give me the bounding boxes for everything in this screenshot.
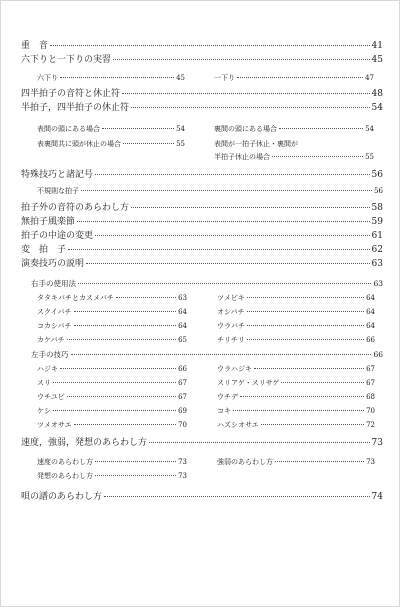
toc-entry-label: コカシバチ xyxy=(37,322,72,330)
dot-leader xyxy=(74,325,177,326)
toc-subentry xyxy=(37,405,187,417)
toc-entry-label: 無拍子風楽節 xyxy=(21,217,76,227)
toc-entry xyxy=(21,216,383,228)
dot-leader xyxy=(102,128,174,129)
toc-entry-label: チリチリ xyxy=(217,336,245,344)
toc-subentry xyxy=(37,72,185,84)
toc-subentry xyxy=(37,470,187,482)
toc-page-number: 55 xyxy=(365,153,374,161)
dot-leader xyxy=(122,93,370,94)
toc-entry-label: 速度，強弱，発想のあらわし方 xyxy=(21,438,148,448)
toc-entry-label: 半拍子，四半拍子の休止符 xyxy=(21,103,130,113)
toc-entry xyxy=(21,88,383,100)
toc-entry-label: ウラバチ xyxy=(217,322,245,330)
toc-entry xyxy=(21,437,383,449)
toc-entry-label: ハジキ xyxy=(37,365,58,373)
toc-page-number: 70 xyxy=(366,407,375,415)
toc-subentry xyxy=(37,377,187,389)
toc-subentry xyxy=(37,334,187,346)
toc-page-number: 65 xyxy=(178,336,187,344)
toc-subentry xyxy=(37,123,185,135)
dot-leader xyxy=(237,77,363,78)
toc-entry-label: ケシ xyxy=(37,407,51,415)
toc-page-number: 70 xyxy=(178,421,187,429)
toc-page-number: 72 xyxy=(366,421,375,429)
dot-leader xyxy=(74,311,177,312)
toc-subheading xyxy=(31,278,383,290)
toc-subentry xyxy=(37,185,383,197)
toc-entry-label: 一下り xyxy=(214,74,235,82)
dot-leader xyxy=(95,235,370,236)
toc-page-number: 64 xyxy=(178,308,187,316)
toc-subentry xyxy=(214,151,374,163)
toc-subentry xyxy=(37,391,187,403)
toc-subentry xyxy=(214,123,374,135)
dot-leader xyxy=(71,354,372,355)
toc-entry-label: ハズシオサエ xyxy=(217,421,259,429)
toc-page-number: 73 xyxy=(371,438,383,448)
toc-page-number: 64 xyxy=(366,294,375,302)
dot-leader xyxy=(50,45,370,46)
dot-leader xyxy=(68,249,370,250)
toc-entry-label: 右手の使用法 xyxy=(31,279,76,288)
dot-leader xyxy=(233,410,364,411)
toc-entry xyxy=(21,102,383,114)
dot-leader xyxy=(81,190,372,191)
toc-entry-label: 表間の頭にある場合 xyxy=(37,125,100,133)
toc-entry xyxy=(21,258,383,270)
toc-page-number: 68 xyxy=(366,393,375,401)
toc-page-number: 56 xyxy=(371,170,383,180)
toc-entry-label: 四半拍子の音符と休止符 xyxy=(21,89,121,99)
toc-page-number: 66 xyxy=(366,336,375,344)
dot-leader xyxy=(261,424,364,425)
toc-page-number: 67 xyxy=(178,379,187,387)
dot-leader xyxy=(95,174,370,175)
toc-subentry xyxy=(217,456,375,468)
dot-leader xyxy=(254,368,364,369)
dot-leader xyxy=(131,207,370,208)
dot-leader xyxy=(104,496,370,497)
toc-subentry xyxy=(37,320,187,332)
dot-leader xyxy=(149,442,370,443)
dot-leader xyxy=(116,297,176,298)
dot-leader xyxy=(53,382,176,383)
toc-entry-label: 演奏技巧の説明 xyxy=(21,259,85,269)
toc-entry-label: ウチユビ xyxy=(37,393,65,401)
toc-entry-label: 裏間の頭にある場合 xyxy=(214,125,277,133)
toc-entry xyxy=(21,54,383,66)
dot-leader xyxy=(77,221,370,222)
toc-page-number: 54 xyxy=(371,103,383,113)
toc-entry-label: 発想のあらわし方 xyxy=(37,472,93,480)
toc-entry-label: ウラハジキ xyxy=(217,365,252,373)
toc-page-number: 63 xyxy=(178,294,187,302)
toc-page-number: 45 xyxy=(176,74,185,82)
toc-entry-label: 半拍子休止の場合 xyxy=(214,153,270,161)
dot-leader xyxy=(281,382,364,383)
toc-page-number: 67 xyxy=(366,379,375,387)
toc-entry-label: タタキバチとカスメバチ xyxy=(37,294,114,302)
toc-page-number: 67 xyxy=(366,365,375,373)
toc-page-number: 64 xyxy=(178,322,187,330)
toc-entry-label: 六下り xyxy=(37,74,58,82)
toc-entry-label: 特殊技巧と諸記号 xyxy=(21,170,94,180)
toc-page-number: 63 xyxy=(371,259,383,269)
toc-entry xyxy=(21,169,383,181)
toc-subentry xyxy=(37,292,187,304)
toc-page-number: 64 xyxy=(366,322,375,330)
toc-page-number: 63 xyxy=(373,279,383,288)
toc-page-number: 55 xyxy=(176,140,185,148)
toc-subentry xyxy=(217,391,375,403)
dot-leader xyxy=(86,263,370,264)
toc-subentry xyxy=(217,320,375,332)
dot-leader xyxy=(53,410,176,411)
toc-subentry xyxy=(217,306,375,318)
dot-leader xyxy=(60,368,176,369)
toc-entry-label: 変 拍 子 xyxy=(21,245,67,255)
toc-page-number: 74 xyxy=(371,492,383,502)
toc-subentry xyxy=(217,405,375,417)
toc-page-number: 45 xyxy=(371,55,383,65)
toc-page-number: 47 xyxy=(365,74,374,82)
dot-leader xyxy=(60,77,174,78)
dot-leader xyxy=(78,283,371,284)
toc-entry-label: 拍子の中途の変更 xyxy=(21,231,94,241)
toc-subheading xyxy=(31,349,383,361)
toc-page-number: 58 xyxy=(371,203,383,213)
toc-entry-label: 唄の譜のあらわし方 xyxy=(21,492,103,502)
dot-leader xyxy=(247,325,364,326)
toc-entry-label: スクイバチ xyxy=(37,308,72,316)
toc-subentry xyxy=(217,377,375,389)
table-of-contents xyxy=(1,1,400,608)
toc-page-number: 64 xyxy=(366,308,375,316)
dot-leader xyxy=(131,107,370,108)
toc-entry-label: カケバチ xyxy=(37,336,65,344)
toc-subentry xyxy=(37,419,187,431)
dot-leader xyxy=(95,461,176,462)
toc-subentry xyxy=(37,306,187,318)
toc-entry xyxy=(21,491,383,503)
toc-page-number: 61 xyxy=(371,231,383,241)
dot-leader xyxy=(279,128,363,129)
toc-subentry xyxy=(37,363,187,375)
dot-leader xyxy=(74,424,176,425)
toc-page-number: 73 xyxy=(178,458,187,466)
toc-entry-label: ツメオサエ xyxy=(37,421,72,429)
toc-entry xyxy=(21,244,383,256)
toc-entry-label: コキ xyxy=(217,407,231,415)
dot-leader xyxy=(247,297,364,298)
toc-subentry xyxy=(37,456,187,468)
dot-leader xyxy=(275,461,364,462)
toc-entry-label: 拍子外の音符のあらわし方 xyxy=(21,203,130,213)
toc-subentry xyxy=(37,138,185,150)
toc-entry-label: 表裏間共に頭が休止の場合 xyxy=(37,140,121,148)
toc-entry-label: 表間が一拍子休止・裏間が xyxy=(214,140,298,148)
toc-subentry xyxy=(217,334,375,346)
dot-leader xyxy=(67,396,176,397)
toc-entry xyxy=(21,40,383,52)
toc-page-number: 59 xyxy=(371,217,383,227)
toc-subentry xyxy=(214,72,374,84)
toc-subentry xyxy=(217,292,375,304)
toc-entry-label: スリアゲ・スリサゲ xyxy=(217,379,280,387)
toc-entry-label: スリ xyxy=(37,379,51,387)
toc-page-number: 48 xyxy=(371,89,383,99)
toc-entry-label: 六下りと一下りの実習 xyxy=(21,55,112,65)
toc-entry-label: 強弱のあらわし方 xyxy=(217,458,273,466)
dot-leader xyxy=(272,156,363,157)
dot-leader xyxy=(67,339,176,340)
dot-leader xyxy=(247,311,365,312)
dot-leader xyxy=(123,143,174,144)
toc-entry-label: 速度のあらわし方 xyxy=(37,458,93,466)
toc-entry xyxy=(21,230,383,242)
dot-leader xyxy=(95,475,176,476)
dot-leader xyxy=(113,59,370,60)
toc-page-number: 41 xyxy=(371,41,383,51)
toc-page-number: 67 xyxy=(178,393,187,401)
dot-leader xyxy=(247,339,364,340)
toc-page-number: 54 xyxy=(176,125,185,133)
toc-entry-label: ウチデ xyxy=(217,393,238,401)
toc-page-number: 56 xyxy=(374,187,383,195)
dot-leader xyxy=(240,396,364,397)
toc-entry-label: 重 音 xyxy=(21,41,49,51)
toc-entry-label: オシバチ xyxy=(217,308,245,316)
toc-page-number: 66 xyxy=(178,365,187,373)
toc-entry xyxy=(21,202,383,214)
toc-page-number: 73 xyxy=(366,458,375,466)
toc-entry-label: ツメビキ xyxy=(217,294,245,302)
toc-entry-label: 不規則な拍子 xyxy=(37,187,79,195)
toc-page-number: 73 xyxy=(178,472,187,480)
toc-page-number: 54 xyxy=(365,125,374,133)
toc-subentry xyxy=(217,363,375,375)
toc-page-number: 69 xyxy=(178,407,187,415)
toc-subentry xyxy=(217,419,375,431)
toc-page-number: 62 xyxy=(371,245,383,255)
toc-page-number: 66 xyxy=(373,350,383,359)
toc-entry-label: 左手の技巧 xyxy=(31,350,69,359)
